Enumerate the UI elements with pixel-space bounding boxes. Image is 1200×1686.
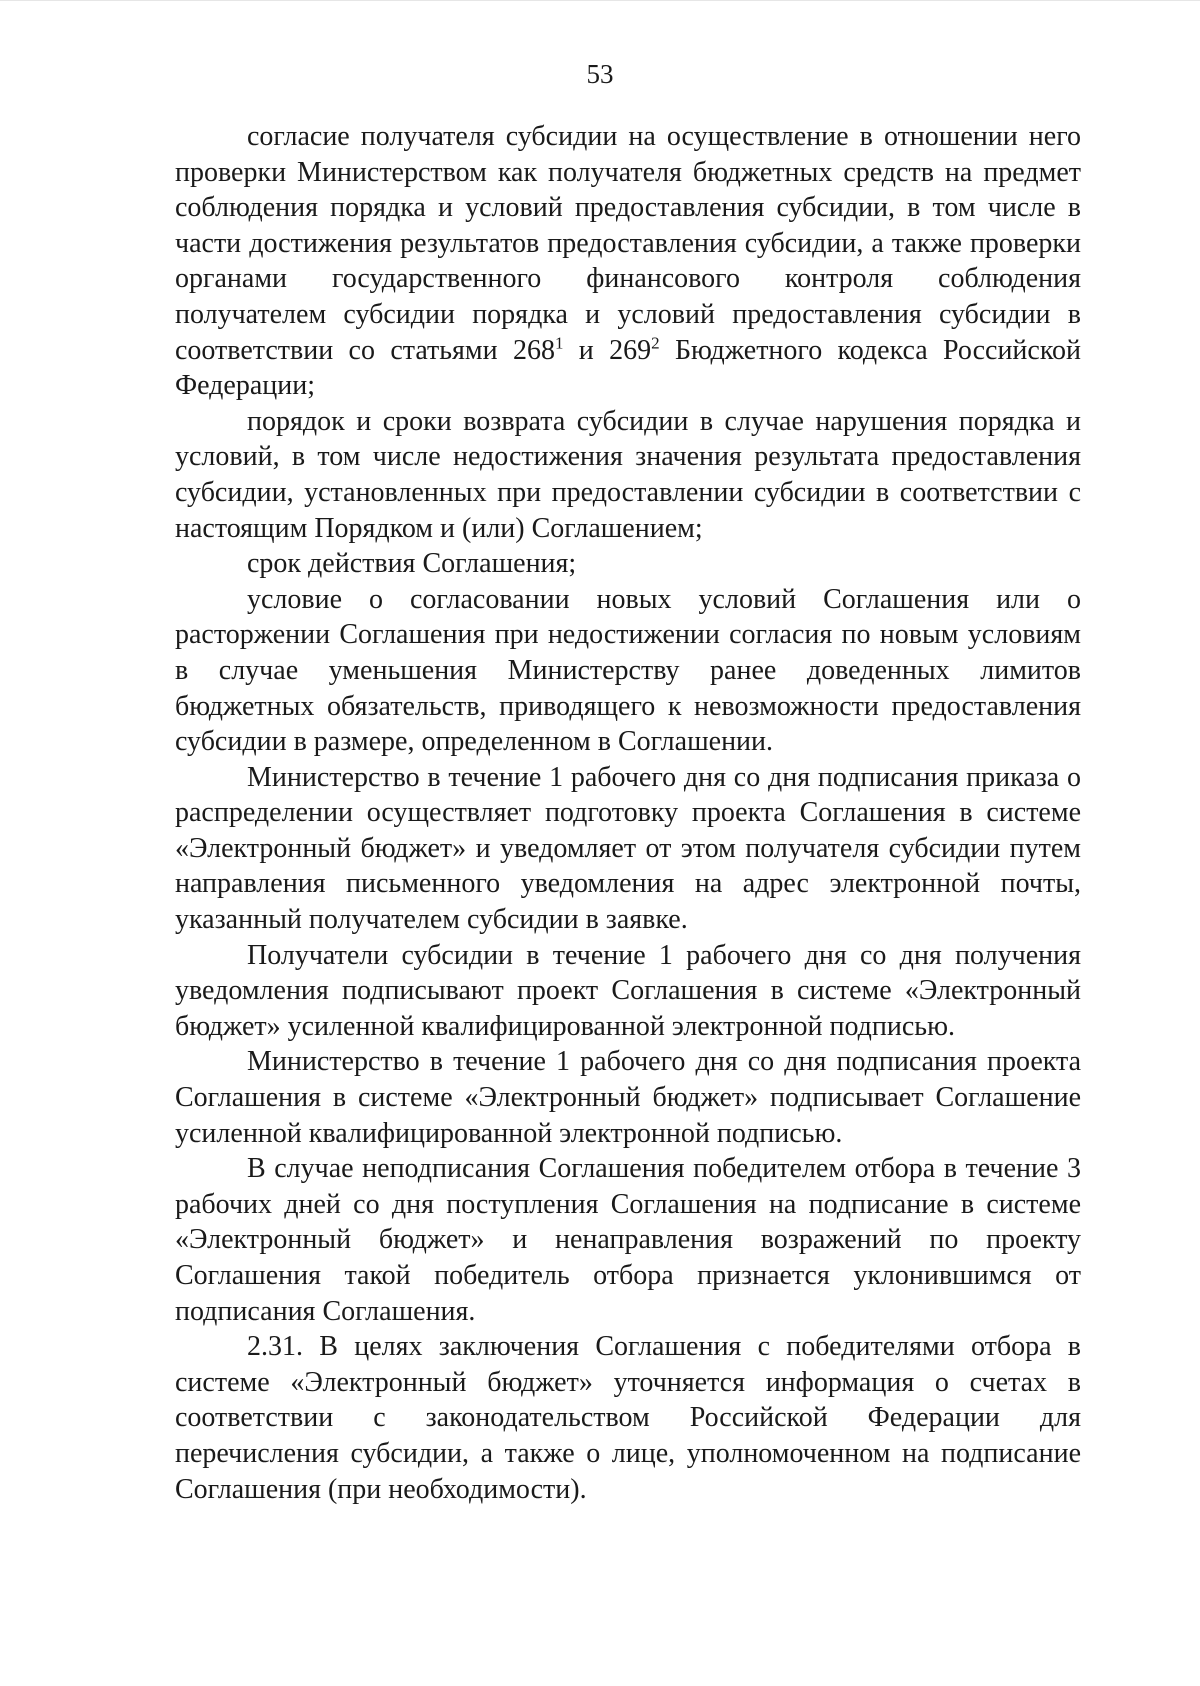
paragraph-non-signing: В случае неподписания Соглашения победителем отбора в течение 3 рабочих дней со дня поступления Соглашения на подписание в системе «Электронный бюджет» и ненаправления возражений по проекту Соглашения такой победитель отбора признается уклонившимся от подписания Соглашения.: [175, 1153, 1081, 1327]
paragraph-new-conditions: условие о согласовании новых условий Соглашения или о расторжении Соглашения при недостижении согласия по новым условиям в случае уменьшения Министерству ранее доведенных лимитов бюджетных обязательств, приводящего к невозможности предоставления субсидии в размере, определенном в Соглашении.: [175, 583, 1081, 758]
paragraph-text: Бюджетного кодекса Российской Федерации;: [175, 334, 1082, 402]
document-body: [175, 119, 1081, 1507]
paragraph-consent-to-inspection: [175, 119, 1081, 404]
superscript: 2: [651, 333, 660, 353]
paragraph-text: и 269: [563, 334, 652, 366]
paragraph-ministry-preparation: Министерство в течение 1 рабочего дня со дня подписания приказа о распределении осуществляет подготовку проекта Соглашения в системе «Электронный бюджет» и уведомляет от этом получателя субсидии путем направления письменного уведомления на адрес электронной почты, указанный получателем субсидии в заявке.: [175, 761, 1081, 936]
paragraph-section-2-31: 2.31. В целях заключения Соглашения с победителями отбора в системе «Электронный бюджет» уточняется информация о счетах в соответствии с законодательством Российской Федерации для перечисления субсидии, а также о лице, уполномоченном на подписание Соглашения (при необходимости).: [175, 1331, 1081, 1505]
paragraph-ministry-signs: Министерство в течение 1 рабочего дня со дня подписания проекта Соглашения в системе «Электронный бюджет» подписывает Соглашение усиленной квалифицированной электронной подписью.: [175, 1046, 1081, 1149]
page-number: 53: [586, 59, 614, 89]
superscript: 1: [554, 333, 564, 353]
paragraph-text: согласие получателя субсидии на осуществление в отношении него проверки Министерством как получателя бюджетных средств на предмет соблюдения порядка и условий предоставления субсидии, в том числе в части достижения результатов предоставления субсидии, а также проверки органами государственного финансового контроля соблюдения получателем субсидии порядка и условий предоставления субсидии в соответствии со статьями 268: [175, 121, 1081, 366]
paragraph-agreement-term: срок действия Соглашения;: [247, 548, 577, 580]
paragraph-recipients-sign: Получатели субсидии в течение 1 рабочего дня со дня получения уведомления подписывают проект Соглашения в системе «Электронный бюджет» усиленной квалифицированной электронной подписью.: [175, 939, 1081, 1042]
paragraph-refund-procedure: порядок и сроки возврата субсидии в случае нарушения порядка и условий, в том числе недостижения значения результата предоставления субсидии, установленных при предоставлении субсидии в соответствии с настоящим Порядком и (или) Соглашением;: [175, 405, 1081, 544]
